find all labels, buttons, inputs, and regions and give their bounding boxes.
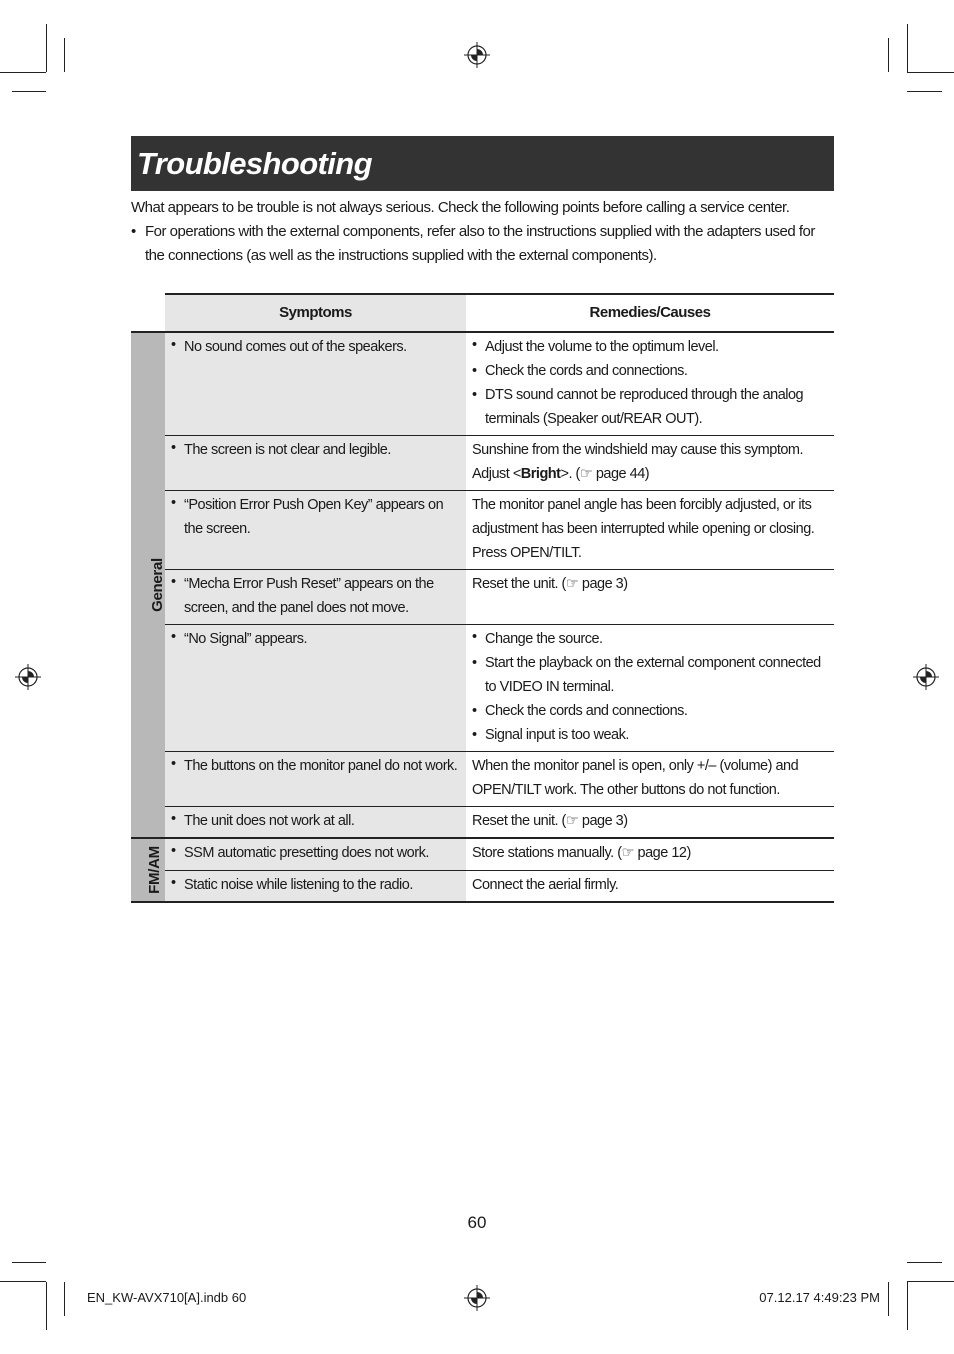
- symptom-text: No sound comes out of the speakers.: [184, 339, 407, 355]
- remedy-cell: [466, 570, 834, 625]
- table-row: [131, 838, 834, 870]
- page-title: Troubleshooting: [137, 146, 372, 181]
- bullet-icon: •: [171, 756, 176, 772]
- bullet-icon: •: [472, 387, 477, 403]
- bullet-icon: •: [472, 629, 477, 645]
- remedy-text: Store stations manually. (☞ page 12): [472, 845, 691, 861]
- page-number: 60: [467, 1213, 487, 1232]
- intro: [131, 196, 834, 268]
- registration-mark-icon: [15, 664, 41, 690]
- symptom-text: “No Signal” appears.: [184, 631, 307, 647]
- symptom-cell: [165, 625, 466, 752]
- bullet-icon: •: [171, 811, 176, 827]
- remedy-text: Reset the unit. (☞ page 3): [472, 813, 628, 829]
- remedy-text: The monitor panel angle has been forcibly adjusted, or its adjustment has been interrupted while opening or closing. Press OPEN/TILT.: [472, 497, 815, 561]
- bullet-icon: •: [472, 363, 477, 379]
- remedy-text: DTS sound cannot be reproduced through the analog terminals (Speaker out/REAR OUT).: [485, 387, 804, 427]
- crop-mark: [907, 91, 942, 92]
- symptom-cell: [165, 436, 466, 491]
- remedy-cell: [466, 807, 834, 839]
- intro-lead: What appears to be trouble is not always serious. Check the following points before calling a service center.: [131, 199, 790, 216]
- table-row: [131, 870, 834, 902]
- symptom-text: Static noise while listening to the radio.: [184, 876, 413, 893]
- category-label: FM/AM: [145, 846, 163, 894]
- setting-name: Bright: [520, 466, 561, 482]
- bullet-icon: •: [171, 843, 176, 859]
- symptom-cell: [165, 332, 466, 436]
- crop-mark: [0, 1281, 46, 1282]
- title-bar: [131, 136, 834, 191]
- table-row: [131, 807, 834, 839]
- crop-mark: [907, 1281, 954, 1282]
- symptom-cell: [165, 870, 466, 902]
- registration-mark-icon: [464, 42, 490, 68]
- remedy-text-pre: Adjust <: [472, 466, 521, 482]
- table-header-row: [131, 294, 834, 332]
- remedy-text: When the monitor panel is open, only +/– (volume) and OPEN/TILT work. The other buttons do not function.: [472, 758, 799, 798]
- crop-mark: [888, 38, 889, 72]
- symptom-text: The buttons on the monitor panel do not work.: [184, 758, 458, 774]
- symptom-cell: [165, 570, 466, 625]
- remedy-text: Reset the unit. (☞ page 3): [472, 576, 628, 592]
- footer-datetime: 07.12.17 4:49:23 PM: [759, 1290, 880, 1305]
- remedy-text: Check the cords and connections.: [485, 703, 688, 719]
- remedy-text: [472, 462, 828, 486]
- remedy-cell: [466, 752, 834, 807]
- footer-file-info: EN_KW-AVX710[A].indb 60: [87, 1290, 247, 1305]
- bullet-icon: •: [171, 337, 176, 353]
- table-row: [131, 570, 834, 625]
- bullet-icon: •: [171, 495, 176, 511]
- crop-mark: [64, 1282, 65, 1316]
- bullet-icon: •: [131, 223, 136, 240]
- remedy-text: Sunshine from the windshield may cause this symptom.: [472, 442, 804, 458]
- remedy-text: Signal input is too weak.: [485, 727, 629, 743]
- registration-mark-icon: [464, 1285, 490, 1311]
- crop-mark: [907, 72, 954, 73]
- bullet-icon: •: [171, 574, 176, 590]
- crop-mark: [907, 24, 908, 72]
- symptom-text: SSM automatic presetting does not work.: [184, 845, 429, 861]
- crop-mark: [888, 1282, 889, 1316]
- bullet-icon: •: [472, 727, 477, 743]
- crop-mark: [46, 1282, 47, 1330]
- remedy-cell: [466, 838, 834, 870]
- table-row: [131, 332, 834, 436]
- crop-mark: [12, 1262, 46, 1263]
- category-label: General: [148, 558, 166, 612]
- crop-mark: [64, 38, 65, 72]
- bullet-icon: •: [472, 703, 477, 719]
- remedy-cell: [466, 625, 834, 752]
- remedy-text: Start the playback on the external component connected to VIDEO IN terminal.: [485, 655, 821, 695]
- remedy-text: Change the source.: [485, 631, 603, 647]
- intro-bullet-item: [131, 220, 834, 268]
- crop-mark: [0, 72, 46, 73]
- remedy-text: Adjust the volume to the optimum level.: [485, 339, 719, 355]
- symptom-text: The unit does not work at all.: [184, 813, 355, 829]
- symptom-text: The screen is not clear and legible.: [184, 442, 391, 458]
- troubleshooting-table: [131, 293, 834, 903]
- crop-mark: [12, 91, 46, 92]
- remedy-text: Connect the aerial firmly.: [472, 876, 619, 893]
- bullet-icon: •: [472, 655, 477, 671]
- remedy-cell: [466, 436, 834, 491]
- remedy-cell: [466, 870, 834, 902]
- registration-mark-icon: [913, 664, 939, 690]
- table-row: [131, 625, 834, 752]
- symptom-text: “Position Error Push Open Key” appears on the screen.: [184, 497, 444, 537]
- bullet-icon: •: [171, 629, 176, 645]
- bullet-icon: •: [472, 337, 477, 353]
- symptom-cell: [165, 491, 466, 570]
- symptoms-header: Symptoms: [165, 294, 466, 332]
- remedy-cell: [466, 332, 834, 436]
- category-fmam: [131, 838, 165, 902]
- category-general: [131, 332, 165, 838]
- crop-mark: [907, 1282, 908, 1330]
- table-row: [131, 491, 834, 570]
- crop-mark: [907, 1262, 942, 1263]
- remedies-header: Remedies/Causes: [466, 294, 834, 332]
- remedy-text-post: >. (☞ page 44): [560, 466, 650, 482]
- symptom-cell: [165, 807, 466, 839]
- table-row: [131, 436, 834, 491]
- crop-mark: [46, 24, 47, 72]
- bullet-icon: •: [171, 440, 176, 456]
- remedy-cell: [466, 491, 834, 570]
- intro-bullet-text: For operations with the external components, refer also to the instructions supplied with the adapters used for the connections (as well as the instructions supplied with the external components).: [145, 223, 815, 264]
- symptom-cell: [165, 752, 466, 807]
- symptom-text: “Mecha Error Push Reset” appears on the screen, and the panel does not move.: [184, 576, 434, 616]
- table-row: [131, 752, 834, 807]
- remedy-text: Check the cords and connections.: [485, 363, 688, 379]
- symptom-cell: [165, 838, 466, 870]
- header-spacer: [131, 294, 165, 332]
- bullet-icon: •: [171, 874, 176, 891]
